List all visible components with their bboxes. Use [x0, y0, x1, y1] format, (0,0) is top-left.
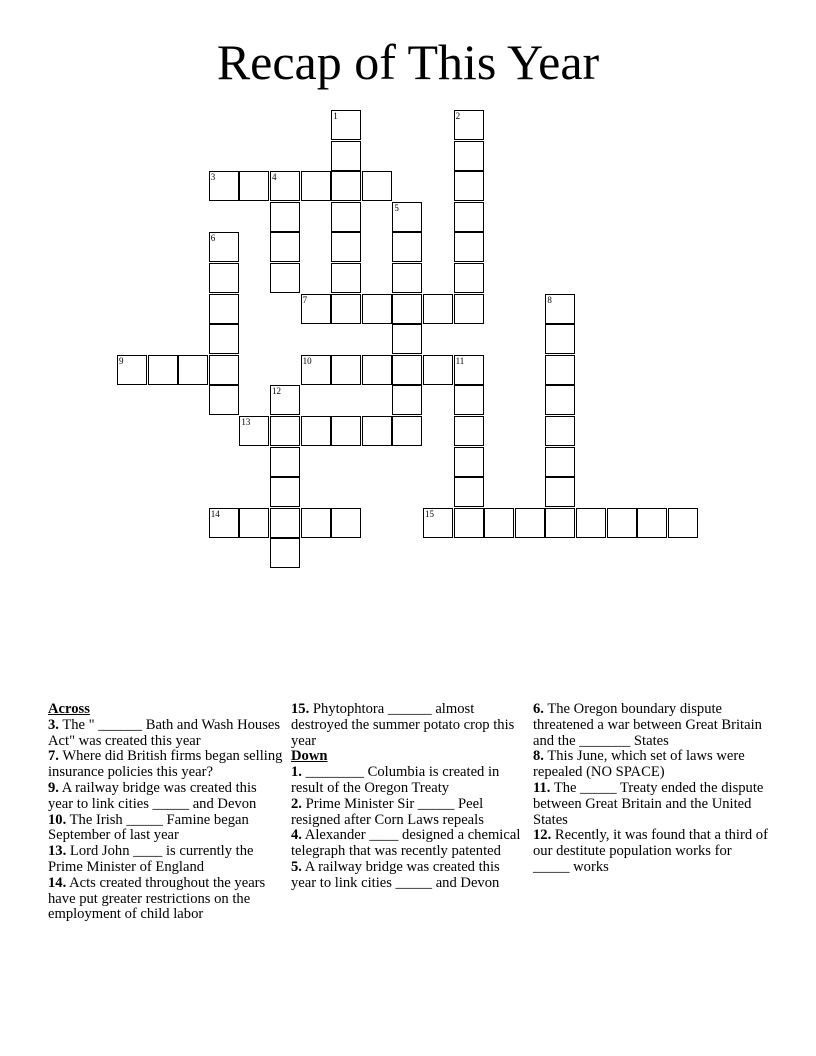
grid-cell[interactable] [301, 171, 331, 201]
grid-cell[interactable] [545, 416, 575, 446]
clues-column-3 [533, 702, 769, 876]
clue-down-12 [533, 828, 769, 875]
clue-text: Phytophtora ______ almost destroyed the summer potato crop this year [291, 701, 515, 749]
clue-text: Recently, it was found that a third of our destitute population works for _____ works [533, 827, 768, 875]
clue-across-15 [291, 702, 527, 749]
clue-across-14 [48, 876, 284, 923]
cell-number: 4 [272, 172, 277, 183]
grid-cell[interactable] [270, 385, 300, 415]
grid-cell[interactable] [331, 508, 361, 538]
grid-cell[interactable] [301, 355, 331, 385]
grid-cell[interactable] [331, 416, 361, 446]
grid-cell[interactable] [209, 263, 239, 293]
clue-number: 7. [48, 748, 59, 765]
cell-number: 10 [302, 355, 312, 366]
clue-across-7 [48, 749, 284, 781]
grid-cell[interactable] [454, 232, 484, 262]
grid-cell[interactable] [454, 294, 484, 324]
clue-text: Acts created throughout the years have put greater restrictions on the employment of child labor [48, 874, 266, 923]
cell-number: 5 [394, 202, 399, 213]
grid-cell[interactable] [545, 294, 575, 324]
cell-number: 8 [547, 294, 552, 305]
grid-cell[interactable] [362, 294, 392, 324]
grid-cell[interactable] [270, 202, 300, 232]
clue-down-5 [291, 860, 527, 892]
grid-cell[interactable] [270, 447, 300, 477]
cell-number: 12 [272, 386, 281, 397]
grid-cell[interactable] [515, 508, 545, 538]
cell-number: 11 [455, 355, 465, 366]
grid-cell[interactable] [545, 324, 575, 354]
grid-cell[interactable] [148, 355, 178, 385]
grid-cell[interactable] [239, 171, 269, 201]
clue-down-11 [533, 781, 769, 828]
clue-number: 14. [48, 874, 67, 891]
clue-text: A railway bridge was created this year to link cities _____ and Devon [48, 779, 257, 812]
grid-cell[interactable] [392, 294, 422, 324]
cell-number: 7 [302, 294, 308, 305]
grid-cell[interactable] [270, 508, 300, 538]
clue-across-10 [48, 813, 284, 845]
clue-number: 9. [48, 779, 59, 796]
grid-cell[interactable] [392, 416, 422, 446]
grid-cell[interactable] [270, 171, 300, 201]
clue-number: 11. [533, 779, 551, 796]
clue-number: 13. [48, 843, 67, 860]
grid-cell[interactable] [545, 447, 575, 477]
clue-number: 15. [291, 701, 310, 717]
grid-cell[interactable] [392, 324, 422, 354]
clue-number: 2. [291, 795, 302, 812]
cell-number: 2 [455, 111, 461, 121]
grid-cell[interactable] [454, 263, 484, 293]
grid-cell[interactable] [270, 263, 300, 293]
clue-across-13 [48, 844, 284, 876]
clue-text: Where did British firms began selling insurance policies this year? [48, 748, 283, 781]
grid-cell[interactable] [545, 355, 575, 385]
cell-number: 1 [333, 111, 338, 121]
grid-cell[interactable] [454, 355, 484, 385]
grid-cell[interactable] [454, 141, 484, 171]
grid-cell[interactable] [301, 416, 331, 446]
cell-number: 15 [425, 508, 434, 519]
grid-cell[interactable] [545, 385, 575, 415]
clue-number: 6. [533, 701, 544, 717]
grid-cell[interactable] [178, 355, 208, 385]
clue-across-3 [48, 718, 284, 750]
clue-number: 1. [291, 764, 302, 781]
grid-cell[interactable] [454, 171, 484, 201]
grid-cell[interactable] [331, 110, 361, 140]
clue-down-1 [291, 765, 527, 797]
grid-cell[interactable] [423, 355, 453, 385]
grid-cell[interactable] [423, 508, 453, 538]
grid-cell[interactable] [454, 447, 484, 477]
grid-cell[interactable] [392, 232, 422, 262]
grid-cell[interactable] [301, 294, 331, 324]
grid-cell[interactable] [454, 416, 484, 446]
clue-number: 3. [48, 716, 59, 733]
clue-number: 8. [533, 748, 544, 765]
grid-cell[interactable] [331, 355, 361, 385]
grid-cell[interactable] [392, 355, 422, 385]
grid-cell[interactable] [454, 202, 484, 232]
clue-text: Lord John ____ is currently the Prime Minister of England [48, 843, 254, 875]
grid-cell[interactable] [239, 508, 269, 538]
clue-number: 10. [48, 811, 67, 828]
cell-number: 3 [210, 172, 216, 183]
grid-cell[interactable] [392, 202, 422, 232]
clue-down-4 [291, 828, 527, 860]
grid-cell[interactable] [362, 355, 392, 385]
clue-text: Prime Minister Sir _____ Peel resigned after Corn Laws repeals [291, 795, 484, 828]
grid-cell[interactable] [545, 508, 575, 538]
grid-cell[interactable] [209, 324, 239, 354]
grid-cell[interactable] [331, 263, 361, 293]
grid-cell[interactable] [331, 171, 361, 201]
grid-cell[interactable] [668, 508, 698, 538]
clue-down-6 [533, 702, 769, 749]
clue-number: 12. [533, 827, 552, 844]
grid-cell[interactable] [209, 171, 239, 201]
clues-column-2 [291, 702, 527, 892]
grid-cell[interactable] [637, 508, 667, 538]
grid-cell[interactable] [331, 202, 361, 232]
grid-cell[interactable] [362, 416, 392, 446]
cell-number: 14 [210, 508, 220, 519]
grid-cell[interactable] [576, 508, 606, 538]
grid-cell[interactable] [392, 385, 422, 415]
grid-cell[interactable] [239, 416, 269, 446]
grid-cell[interactable] [484, 508, 514, 538]
grid-cell[interactable] [454, 477, 484, 507]
grid-cell[interactable] [454, 508, 484, 538]
clue-number: 5. [291, 858, 302, 875]
across-header: Across [48, 701, 90, 717]
grid-cell[interactable] [301, 508, 331, 538]
grid-cell[interactable] [454, 385, 484, 415]
clue-text: A railway bridge was created this year to link cities _____ and Devon [291, 858, 500, 891]
grid-cell[interactable] [209, 294, 239, 324]
clue-text: The " ______ Bath and Wash Houses Act" was created this year [48, 716, 281, 749]
cell-number: 9 [119, 355, 124, 366]
grid-cell[interactable] [392, 263, 422, 293]
clue-text: The _____ Treaty ended the dispute between Great Britain and the United States [533, 779, 764, 828]
grid-cell[interactable] [270, 232, 300, 262]
clue-down-2 [291, 797, 527, 829]
grid-cell[interactable] [117, 355, 147, 385]
grid-cell[interactable] [545, 477, 575, 507]
clue-text: ________ Columbia is created in result of the Oregon Treaty [291, 764, 500, 796]
cell-number: 6 [210, 233, 216, 244]
clue-down-8 [533, 749, 769, 781]
grid-cell[interactable] [270, 538, 300, 568]
clues-column-1 [48, 702, 284, 923]
grid-cell[interactable] [209, 508, 239, 538]
grid-cell[interactable] [331, 232, 361, 262]
grid-cell[interactable] [607, 508, 637, 538]
grid-cell[interactable] [270, 477, 300, 507]
grid-cell[interactable] [331, 294, 361, 324]
grid-cell[interactable] [209, 355, 239, 385]
grid-cell[interactable] [209, 385, 239, 415]
grid-cell[interactable] [454, 110, 484, 140]
clue-number: 4. [291, 827, 302, 844]
clue-text: Alexander ____ designed a chemical telegraph that was recently patented [291, 827, 521, 860]
clue-across-9 [48, 781, 284, 813]
grid-cell[interactable] [209, 232, 239, 262]
clue-text: The Oregon boundary dispute threatened a war between Great Britain and the _______ States [533, 701, 762, 749]
grid-cell[interactable] [423, 294, 453, 324]
puzzle-title: Recap of This Year [216, 34, 600, 90]
grid-cell[interactable] [331, 141, 361, 171]
cell-number: 13 [241, 417, 251, 427]
clue-text: The Irish _____ Famine began September of last year [48, 811, 249, 844]
grid-cell[interactable] [362, 171, 392, 201]
grid-cell[interactable] [270, 416, 300, 446]
clue-text: This June, which set of laws were repealed (NO SPACE) [533, 748, 745, 781]
down-header: Down [291, 748, 328, 765]
